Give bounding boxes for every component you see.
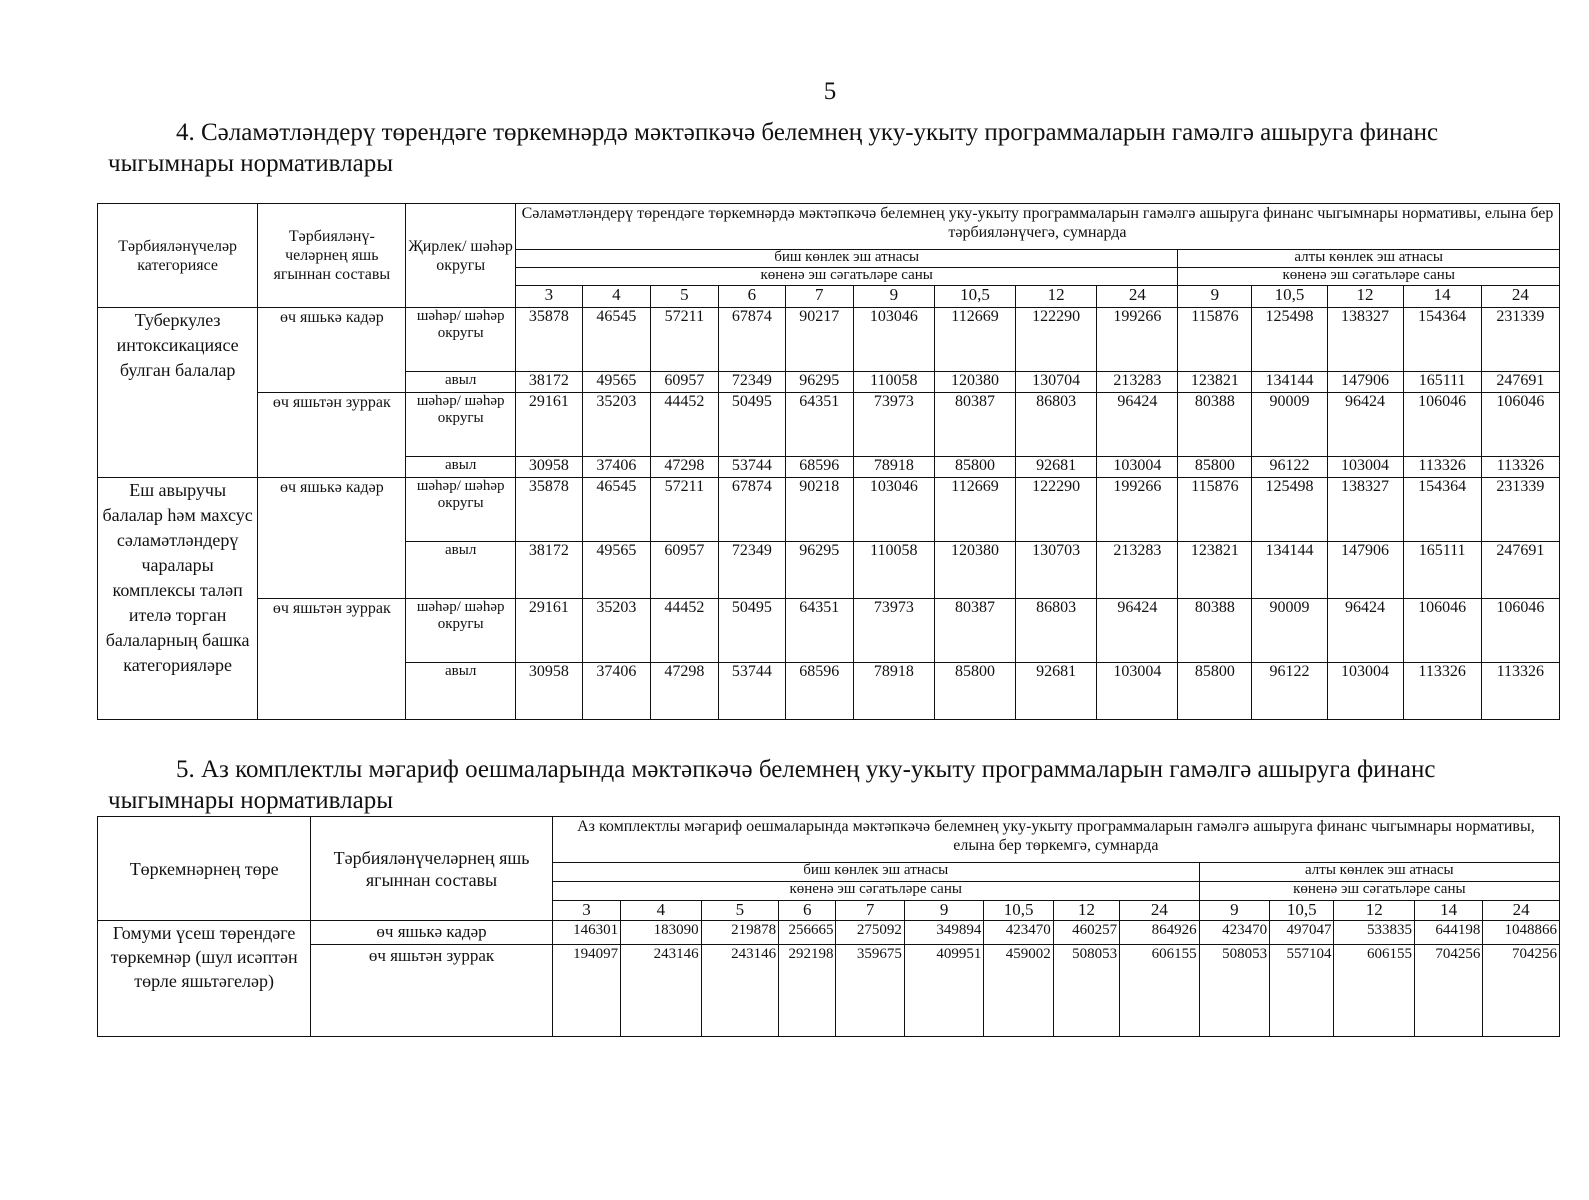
header-week5: биш көнлек эш атнасы [552,863,1199,882]
value-cell: 147906 [1327,372,1403,393]
area-cell: шәһәр/ шәһәр округы [406,478,516,542]
value-cell: 46545 [582,308,650,372]
category-cell: Еш авыручы балалар һәм махсус сәламәтләндерү чаралары комплексы таләп ителә торган балаларның башка категорияләре [98,478,258,720]
value-cell: 125498 [1252,308,1327,372]
value-cell: 644198 [1414,921,1482,945]
column-hours-5: 7 [836,901,904,921]
value-cell: 247691 [1481,542,1559,599]
value-cell: 113326 [1481,457,1559,478]
value-cell: 67874 [718,308,785,372]
page-number: 5 [823,78,837,105]
area-cell: авыл [406,372,516,393]
table-row [98,945,1560,1037]
value-cell: 199266 [1097,478,1178,542]
header-hours-5: көненә эш сәгатьләре саны [515,268,1177,286]
value-cell: 86803 [1016,393,1097,457]
value-cell: 64351 [785,393,853,457]
column-hours-5: 9 [904,901,983,921]
column-hours-5: 7 [785,286,853,308]
header-main: Сәламәтләндерү төрендәге төркемнәрдә мәктәпкәчә белемнең уку-укыту программаларын гамәлгә ашыруга финанс чыгымнары нормативы, елына бер тәрбияләнүчегә, сумнарда [515,204,1559,250]
value-cell: 68596 [785,663,853,720]
section-5-title [108,754,1548,816]
value-cell: 243146 [701,945,778,1037]
value-cell: 113326 [1481,663,1559,720]
column-hours-5: 4 [582,286,650,308]
value-cell: 64351 [785,599,853,663]
value-cell: 35878 [515,478,582,542]
value-cell: 359675 [836,945,904,1037]
column-hours-5: 10,5 [984,901,1053,921]
age-cell: өч яшьтән зуррак [258,599,406,720]
value-cell: 106046 [1403,599,1481,663]
header-hours-6: көненә эш сәгатьләре саны [1199,882,1559,901]
value-cell: 96424 [1097,393,1178,457]
value-cell: 147906 [1327,542,1403,599]
value-cell: 49565 [582,372,650,393]
column-hours-5: 3 [552,901,620,921]
age-cell: өч яшьтән зуррак [311,945,552,1037]
value-cell: 459002 [984,945,1053,1037]
column-hours-5: 12 [1016,286,1097,308]
value-cell: 35203 [582,599,650,663]
value-cell: 38172 [515,542,582,599]
value-cell: 47298 [650,663,718,720]
value-cell: 37406 [582,663,650,720]
section-5-title-text: 5. Аз комплектлы мәгариф оешмаларында мәктәпкәчә белемнең уку-укыту программаларын гамәлгә ашыруга финанс чыгымнары нормативлары [108,756,1436,814]
value-cell: 60957 [650,372,718,393]
header-area: Җирлек/ шәһәр округы [406,204,516,308]
value-cell: 704256 [1414,945,1482,1037]
value-cell: 49565 [582,542,650,599]
value-cell: 113326 [1403,457,1481,478]
value-cell: 29161 [515,393,582,457]
value-cell: 80387 [934,393,1015,457]
value-cell: 165111 [1403,542,1481,599]
value-cell: 96424 [1097,599,1178,663]
value-cell: 90217 [785,308,853,372]
value-cell: 57211 [650,478,718,542]
value-cell: 80388 [1178,393,1252,457]
value-cell: 231339 [1481,308,1559,372]
column-hours-5: 9 [853,286,934,308]
section-4-title [108,117,1548,179]
value-cell: 275092 [836,921,904,945]
value-cell: 120380 [934,372,1015,393]
column-hours-6: 14 [1414,901,1482,921]
value-cell: 96295 [785,542,853,599]
value-cell: 68596 [785,457,853,478]
column-hours-6: 12 [1327,286,1403,308]
table-row [98,921,1560,945]
value-cell: 78918 [853,457,934,478]
value-cell: 106046 [1403,393,1481,457]
value-cell: 508053 [1053,945,1119,1037]
value-cell: 292198 [779,945,836,1037]
table-section-5 [97,816,1560,1037]
value-cell: 112669 [934,308,1015,372]
column-hours-6: 10,5 [1270,901,1334,921]
table-row [98,308,1560,372]
value-cell: 1048866 [1483,921,1560,945]
value-cell: 35878 [515,308,582,372]
value-cell: 557104 [1270,945,1334,1037]
value-cell: 92681 [1016,663,1097,720]
header-hours-6: көненә эш сәгатьләре саны [1178,268,1560,286]
value-cell: 130703 [1016,542,1097,599]
column-hours-6: 24 [1481,286,1559,308]
area-cell: авыл [406,457,516,478]
value-cell: 165111 [1403,372,1481,393]
value-cell: 96122 [1252,663,1327,720]
column-hours-5: 4 [621,901,701,921]
value-cell: 47298 [650,457,718,478]
value-cell: 115876 [1178,308,1252,372]
column-hours-5: 6 [718,286,785,308]
value-cell: 120380 [934,542,1015,599]
table-row [98,393,1560,457]
area-cell: авыл [406,663,516,720]
value-cell: 460257 [1053,921,1119,945]
column-hours-5: 12 [1053,901,1119,921]
age-cell: өч яшьтән зуррак [258,393,406,478]
table-row [98,599,1560,663]
value-cell: 30958 [515,457,582,478]
value-cell: 864926 [1120,921,1199,945]
value-cell: 213283 [1097,542,1178,599]
value-cell: 243146 [621,945,701,1037]
column-hours-5: 6 [779,901,836,921]
value-cell: 44452 [650,393,718,457]
value-cell: 85800 [1178,457,1252,478]
area-cell: шәһәр/ шәһәр округы [406,308,516,372]
value-cell: 50495 [718,599,785,663]
value-cell: 53744 [718,663,785,720]
column-hours-5: 5 [701,901,778,921]
value-cell: 423470 [984,921,1053,945]
value-cell: 213283 [1097,372,1178,393]
value-cell: 92681 [1016,457,1097,478]
value-cell: 247691 [1481,372,1559,393]
header-age: Тәрбияләнүчеләрнең яшь ягыннан составы [311,817,552,921]
value-cell: 125498 [1252,478,1327,542]
value-cell: 103004 [1327,457,1403,478]
value-cell: 134144 [1252,542,1327,599]
value-cell: 130704 [1016,372,1097,393]
value-cell: 423470 [1199,921,1269,945]
value-cell: 29161 [515,599,582,663]
value-cell: 231339 [1481,478,1559,542]
value-cell: 606155 [1120,945,1199,1037]
value-cell: 96122 [1252,457,1327,478]
category-cell: Туберкулез интоксикациясе булган балалар [98,308,258,478]
header-week6: алты көнлек эш атнасы [1199,863,1559,882]
header-category: Тәрбияләнүчеләр категориясе [98,204,258,308]
age-cell: өч яшькә кадәр [311,921,552,945]
group-type-cell: Гомуми үсеш төрендәге төркемнәр (шул исәптән төрле яшьтәгеләр) [98,921,311,1037]
value-cell: 86803 [1016,599,1097,663]
column-hours-5: 3 [515,286,582,308]
value-cell: 113326 [1403,663,1481,720]
table-row [98,478,1560,542]
value-cell: 85800 [934,663,1015,720]
value-cell: 112669 [934,478,1015,542]
value-cell: 35203 [582,393,650,457]
column-hours-6: 9 [1178,286,1252,308]
value-cell: 50495 [718,393,785,457]
age-cell: өч яшькә кадәр [258,308,406,393]
value-cell: 57211 [650,308,718,372]
area-cell: авыл [406,542,516,599]
value-cell: 103004 [1097,457,1178,478]
value-cell: 78918 [853,663,934,720]
value-cell: 85800 [1178,663,1252,720]
value-cell: 53744 [718,457,785,478]
value-cell: 115876 [1178,478,1252,542]
value-cell: 349894 [904,921,983,945]
value-cell: 67874 [718,478,785,542]
value-cell: 103046 [853,478,934,542]
value-cell: 533835 [1334,921,1414,945]
value-cell: 606155 [1334,945,1414,1037]
value-cell: 409951 [904,945,983,1037]
value-cell: 38172 [515,372,582,393]
value-cell: 90009 [1252,393,1327,457]
value-cell: 103004 [1097,663,1178,720]
header-hours-5: көненә эш сәгатьләре саны [552,882,1199,901]
value-cell: 110058 [853,372,934,393]
value-cell: 219878 [701,921,778,945]
value-cell: 154364 [1403,308,1481,372]
column-hours-5: 10,5 [934,286,1015,308]
value-cell: 85800 [934,457,1015,478]
value-cell: 199266 [1097,308,1178,372]
area-cell: шәһәр/ шәһәр округы [406,599,516,663]
column-hours-6: 12 [1334,901,1414,921]
value-cell: 103046 [853,308,934,372]
area-cell: шәһәр/ шәһәр округы [406,393,516,457]
value-cell: 497047 [1270,921,1334,945]
value-cell: 110058 [853,542,934,599]
value-cell: 123821 [1178,542,1252,599]
header-week6: алты көнлек эш атнасы [1178,250,1560,268]
value-cell: 123821 [1178,372,1252,393]
value-cell: 106046 [1481,599,1559,663]
value-cell: 138327 [1327,308,1403,372]
column-hours-5: 5 [650,286,718,308]
value-cell: 90009 [1252,599,1327,663]
value-cell: 72349 [718,372,785,393]
value-cell: 72349 [718,542,785,599]
column-hours-6: 10,5 [1252,286,1327,308]
value-cell: 44452 [650,599,718,663]
header-main: Аз комплектлы мәгариф оешмаларында мәктәпкәчә белемнең уку-укыту программаларын гамәлгә ашыруга финанс чыгымнары нормативы, елына бер төркемгә, сумнарда [552,817,1559,863]
value-cell: 508053 [1199,945,1269,1037]
value-cell: 134144 [1252,372,1327,393]
value-cell: 96424 [1327,393,1403,457]
value-cell: 106046 [1481,393,1559,457]
column-hours-6: 14 [1403,286,1481,308]
header-group-type: Төркемнәрнең төре [98,817,311,921]
column-hours-5: 24 [1097,286,1178,308]
value-cell: 46545 [582,478,650,542]
section-4-title-text: 4. Сәламәтләндерү төрендәге төркемнәрдә мәктәпкәчә белемнең уку-укыту программаларын гамәлгә ашыруга финанс чыгымнары нормативлары [108,119,1439,177]
header-week5: биш көнлек эш атнасы [515,250,1177,268]
value-cell: 60957 [650,542,718,599]
value-cell: 194097 [552,945,620,1037]
table-section-4 [97,203,1560,720]
value-cell: 90218 [785,478,853,542]
column-hours-6: 24 [1483,901,1560,921]
column-hours-6: 9 [1199,901,1269,921]
value-cell: 138327 [1327,478,1403,542]
value-cell: 704256 [1483,945,1560,1037]
column-hours-5: 24 [1120,901,1199,921]
header-age: Тәрбияләнү-челәрнең яшь ягыннан составы [258,204,406,308]
value-cell: 73973 [853,393,934,457]
value-cell: 256665 [779,921,836,945]
value-cell: 146301 [552,921,620,945]
value-cell: 183090 [621,921,701,945]
value-cell: 30958 [515,663,582,720]
value-cell: 122290 [1016,308,1097,372]
age-cell: өч яшькә кадәр [258,478,406,599]
value-cell: 80387 [934,599,1015,663]
value-cell: 122290 [1016,478,1097,542]
value-cell: 154364 [1403,478,1481,542]
value-cell: 37406 [582,457,650,478]
value-cell: 96424 [1327,599,1403,663]
value-cell: 73973 [853,599,934,663]
value-cell: 80388 [1178,599,1252,663]
value-cell: 103004 [1327,663,1403,720]
value-cell: 96295 [785,372,853,393]
